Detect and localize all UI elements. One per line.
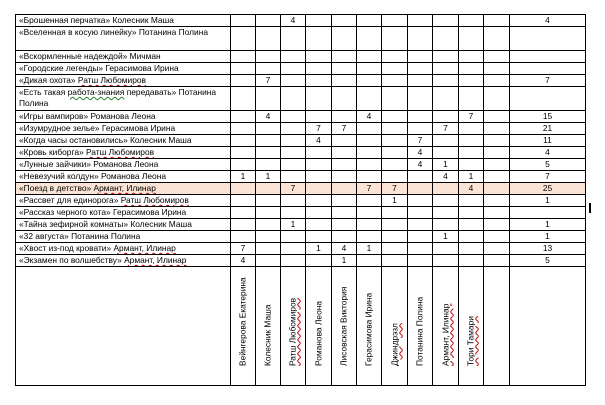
story-title: «Вскормленные надеждой» Мичман (16, 51, 231, 63)
score-cell (459, 219, 484, 231)
score-cell (306, 231, 332, 243)
story-title: «Поезд в детство» Армант, Илинар (16, 183, 231, 195)
table-row (16, 63, 586, 75)
judge-name: Ратш Любомиров (287, 297, 298, 366)
score-cell: 4 (256, 111, 281, 123)
score-cell (484, 63, 510, 75)
score-cell (332, 27, 357, 51)
score-cell (281, 75, 306, 87)
score-cell: 4 (306, 135, 332, 147)
score-cell (332, 219, 357, 231)
score-cell (332, 147, 357, 159)
score-cell (382, 63, 408, 75)
score-cell (382, 147, 408, 159)
story-title: «Городские легенды» Герасимова Ирина (16, 63, 231, 75)
score-cell: 1 (433, 231, 459, 243)
score-cell (408, 195, 433, 207)
total-cell: 4 (510, 15, 586, 27)
score-cell (281, 255, 306, 267)
score-cell (382, 27, 408, 51)
score-cell (408, 15, 433, 27)
judge-name: Армант, Илинар (440, 303, 450, 366)
total-cell: 1 (510, 195, 586, 207)
score-cell (231, 75, 256, 87)
score-cell (382, 243, 408, 255)
judge-name: Герасимова Ирина (363, 292, 374, 366)
score-cell (357, 219, 382, 231)
story-title: «32 августа» Потанина Полина (16, 231, 231, 243)
score-cell (433, 219, 459, 231)
score-cell (408, 207, 433, 219)
score-cell (382, 75, 408, 87)
score-cell (256, 135, 281, 147)
score-cell (306, 147, 332, 159)
score-cell (231, 183, 256, 195)
score-cell (459, 159, 484, 171)
score-cell (332, 51, 357, 63)
score-cell (281, 87, 306, 111)
score-cell (459, 255, 484, 267)
score-cell: 1 (281, 219, 306, 231)
score-cell (433, 243, 459, 255)
total-cell (510, 207, 586, 219)
table-row (16, 15, 586, 27)
score-cell (382, 207, 408, 219)
score-cell: 7 (231, 243, 256, 255)
score-cell (256, 63, 281, 75)
total-cell (510, 87, 586, 111)
judge-header-cell (332, 267, 357, 386)
score-cell (231, 87, 256, 111)
score-cell (256, 255, 281, 267)
score-cell (281, 195, 306, 207)
judge-name: Романова Леона (313, 300, 323, 366)
score-cell (357, 51, 382, 63)
score-cell (357, 27, 382, 51)
score-cell: 7 (357, 183, 382, 195)
score-cell (231, 15, 256, 27)
judge-name: Лисовская Виктория (338, 286, 349, 366)
judge-header-cell (281, 267, 306, 386)
score-cell: 7 (382, 183, 408, 195)
story-title: «Кровь киборга» Ратш Любомиров (16, 147, 231, 159)
score-cell (484, 87, 510, 111)
score-cell: 7 (256, 75, 281, 87)
score-cell: 7 (459, 111, 484, 123)
score-cell (433, 75, 459, 87)
score-cell: 4 (357, 111, 382, 123)
score-cell (357, 135, 382, 147)
score-cell (306, 183, 332, 195)
score-cell: 7 (281, 183, 306, 195)
judge-header-cell (357, 267, 382, 386)
score-cell (408, 75, 433, 87)
score-cell (231, 111, 256, 123)
total-cell: 5 (510, 159, 586, 171)
score-cell (408, 63, 433, 75)
score-cell (281, 207, 306, 219)
story-title: «Брошенная перчатка» Колесник Маша (16, 15, 231, 27)
table-row (16, 111, 586, 123)
table-row (16, 27, 586, 51)
score-cell: 1 (256, 171, 281, 183)
score-cell (332, 183, 357, 195)
score-cell: 7 (332, 123, 357, 135)
score-cell (332, 171, 357, 183)
score-cell (459, 243, 484, 255)
total-cell: 25 (510, 183, 586, 195)
table-row (16, 243, 586, 255)
total-cell: 5 (510, 255, 586, 267)
table-row (16, 87, 586, 111)
score-cell (357, 231, 382, 243)
score-cell (484, 255, 510, 267)
total-cell: 1 (510, 219, 586, 231)
score-cell (306, 51, 332, 63)
score-cell (357, 159, 382, 171)
score-cell: 1 (459, 171, 484, 183)
judges-header-row (16, 267, 586, 386)
score-cell (408, 87, 433, 111)
story-title: «Дикая охота» Ратш Любомиров (16, 75, 231, 87)
score-cell (332, 75, 357, 87)
score-cell (484, 171, 510, 183)
score-cell (459, 231, 484, 243)
score-cell (281, 135, 306, 147)
table-row (16, 195, 586, 207)
judge-name: Вейнгерова Екатерина (237, 277, 248, 366)
score-cell (433, 87, 459, 111)
score-cell (433, 147, 459, 159)
score-cell (459, 51, 484, 63)
score-cell (459, 123, 484, 135)
table-row (16, 231, 586, 243)
score-cell (433, 195, 459, 207)
score-cell (231, 231, 256, 243)
empty-total-header (510, 267, 586, 386)
judge-header-cell (256, 267, 281, 386)
score-cell: 7 (433, 123, 459, 135)
score-cell (332, 87, 357, 111)
score-cell (459, 75, 484, 87)
score-cell (357, 87, 382, 111)
score-cell (484, 15, 510, 27)
score-cell (382, 111, 408, 123)
story-title: «Изумрудное зелье» Герасимова Ирина (16, 123, 231, 135)
judge-header-cell (459, 267, 484, 386)
score-cell (433, 183, 459, 195)
score-cell (433, 27, 459, 51)
score-cell (459, 27, 484, 51)
total-cell (510, 63, 586, 75)
score-cell (231, 123, 256, 135)
table-row (16, 159, 586, 171)
total-cell: 7 (510, 75, 586, 87)
total-cell: 4 (510, 147, 586, 159)
score-cell (306, 219, 332, 231)
score-cell (306, 63, 332, 75)
score-cell (382, 87, 408, 111)
score-cell (281, 243, 306, 255)
score-cell (231, 195, 256, 207)
score-cell (459, 87, 484, 111)
score-cell (281, 171, 306, 183)
score-cell (231, 51, 256, 63)
score-cell (256, 27, 281, 51)
score-cell (408, 111, 433, 123)
score-cell (357, 15, 382, 27)
story-title: «Вселенная в косую линейку» Потанина Полина (16, 27, 231, 51)
score-cell (408, 183, 433, 195)
score-cell (433, 135, 459, 147)
score-cell (256, 51, 281, 63)
score-cell (484, 111, 510, 123)
score-cell (484, 135, 510, 147)
score-cell (306, 207, 332, 219)
score-cell (433, 255, 459, 267)
score-cell (256, 147, 281, 159)
total-cell: 7 (510, 171, 586, 183)
story-title: «Хвост из-под кровати» Армант, Илинар (16, 243, 231, 255)
score-cell: 7 (306, 123, 332, 135)
score-cell (382, 171, 408, 183)
story-title: «Тайна зефирной комнаты» Колесник Маша (16, 219, 231, 231)
score-cell (382, 219, 408, 231)
judge-header-cell (408, 267, 433, 386)
score-cell (357, 147, 382, 159)
score-cell (357, 75, 382, 87)
total-cell: 1 (510, 231, 586, 243)
story-title: «Рассвет для единорога» Ратш Любомиров (16, 195, 231, 207)
score-cell (433, 111, 459, 123)
judge-header-cell (433, 267, 459, 386)
total-cell: 11 (510, 135, 586, 147)
score-cell (484, 183, 510, 195)
score-cell (357, 255, 382, 267)
score-cell (459, 147, 484, 159)
score-cell: 1 (382, 195, 408, 207)
score-cell (306, 171, 332, 183)
score-cell (408, 51, 433, 63)
score-cell (332, 135, 357, 147)
score-cell (382, 135, 408, 147)
table-body (16, 15, 586, 386)
score-cell (484, 159, 510, 171)
score-cell: 4 (408, 147, 433, 159)
score-cell (306, 255, 332, 267)
score-cell (281, 231, 306, 243)
judge-name: Тори Тамари (465, 316, 476, 366)
score-cell (256, 159, 281, 171)
score-cell (433, 207, 459, 219)
score-cell: 4 (281, 15, 306, 27)
score-cell (408, 219, 433, 231)
judge-name: Джиндрэзл (389, 323, 399, 366)
score-cell (256, 219, 281, 231)
score-cell (459, 135, 484, 147)
score-cell (484, 195, 510, 207)
score-cell (231, 159, 256, 171)
score-cell (484, 207, 510, 219)
score-cell (408, 27, 433, 51)
score-cell: 4 (433, 171, 459, 183)
score-cell: 4 (332, 243, 357, 255)
score-cell (281, 111, 306, 123)
score-cell (332, 63, 357, 75)
score-cell (357, 123, 382, 135)
score-cell (256, 243, 281, 255)
score-cell: 1 (332, 255, 357, 267)
score-cell (332, 111, 357, 123)
score-cell (484, 243, 510, 255)
score-cell: 1 (357, 243, 382, 255)
score-cell (306, 15, 332, 27)
score-cell (382, 231, 408, 243)
empty-corner-cell (16, 267, 231, 386)
score-cell: 1 (433, 159, 459, 171)
total-cell: 15 (510, 111, 586, 123)
story-title: «Рассказ черного кота» Герасимова Ирина (16, 207, 231, 219)
score-cell (332, 207, 357, 219)
score-cell (357, 171, 382, 183)
score-cell (484, 75, 510, 87)
score-cell (408, 255, 433, 267)
score-cell (281, 147, 306, 159)
score-cell (484, 123, 510, 135)
score-cell (306, 111, 332, 123)
score-cell (484, 231, 510, 243)
story-title: «Игры вампиров» Романова Леона (16, 111, 231, 123)
table-row (16, 135, 586, 147)
score-cell: 1 (306, 243, 332, 255)
score-cell (382, 255, 408, 267)
score-cell (256, 123, 281, 135)
score-cell (382, 51, 408, 63)
story-title: «Лунные зайчики» Романова Леона (16, 159, 231, 171)
score-cell (281, 123, 306, 135)
score-cell (357, 63, 382, 75)
judge-header-cell (484, 267, 510, 386)
score-cell (231, 219, 256, 231)
score-cell: 1 (231, 171, 256, 183)
score-cell (231, 207, 256, 219)
score-cell: 4 (459, 183, 484, 195)
score-cell (382, 159, 408, 171)
table-row (16, 183, 586, 195)
score-cell (408, 243, 433, 255)
table-row (16, 207, 586, 219)
total-cell (510, 51, 586, 63)
score-cell (231, 27, 256, 51)
score-cell (408, 123, 433, 135)
score-cell (231, 63, 256, 75)
score-cell: 7 (408, 135, 433, 147)
score-cell (256, 207, 281, 219)
score-cell (306, 27, 332, 51)
score-cell (332, 195, 357, 207)
score-cell (306, 159, 332, 171)
score-cell (306, 195, 332, 207)
score-cell (484, 27, 510, 51)
score-cell (306, 87, 332, 111)
cursor-mark (589, 203, 591, 213)
table-row (16, 171, 586, 183)
score-cell (408, 171, 433, 183)
score-cell (459, 63, 484, 75)
table-row (16, 255, 586, 267)
score-cell (281, 63, 306, 75)
score-cell (231, 147, 256, 159)
table-row (16, 219, 586, 231)
judge-header-cell (306, 267, 332, 386)
story-title: «Невезучий колдун» Романова Леона (16, 171, 231, 183)
score-cell (256, 195, 281, 207)
score-cell (281, 51, 306, 63)
story-title: «Есть такая работа-знания передавать» Потанина Полина (16, 87, 231, 111)
score-cell (459, 207, 484, 219)
total-cell: 21 (510, 123, 586, 135)
score-cell (357, 207, 382, 219)
table-row (16, 123, 586, 135)
score-cell: 4 (231, 255, 256, 267)
score-cell (484, 219, 510, 231)
score-cell (357, 195, 382, 207)
score-cell (433, 15, 459, 27)
voting-table (15, 14, 586, 386)
score-cell (408, 231, 433, 243)
score-cell (281, 159, 306, 171)
story-title: «Когда часы остановились» Колесник Маша (16, 135, 231, 147)
judge-name: Потанина Полина (414, 296, 425, 366)
score-cell (459, 195, 484, 207)
table-row (16, 75, 586, 87)
score-cell (332, 159, 357, 171)
score-cell (256, 15, 281, 27)
score-cell: 4 (408, 159, 433, 171)
score-cell (459, 15, 484, 27)
judge-header-cell (382, 267, 408, 386)
total-cell: 13 (510, 243, 586, 255)
score-cell (281, 27, 306, 51)
table-row (16, 51, 586, 63)
table-row (16, 147, 586, 159)
score-cell (332, 15, 357, 27)
score-cell (484, 147, 510, 159)
score-cell (231, 135, 256, 147)
score-cell (382, 15, 408, 27)
score-cell (332, 231, 357, 243)
score-cell (306, 75, 332, 87)
judge-name: Колесник Маша (262, 304, 273, 366)
score-cell (382, 123, 408, 135)
score-cell (433, 51, 459, 63)
score-cell (256, 231, 281, 243)
story-title: «Экзамен по волшебству» Армант, Илинар (16, 255, 231, 267)
score-cell (433, 63, 459, 75)
score-cell (484, 51, 510, 63)
score-cell (256, 87, 281, 111)
judge-header-cell (231, 267, 256, 386)
total-cell (510, 27, 586, 51)
score-cell (256, 183, 281, 195)
